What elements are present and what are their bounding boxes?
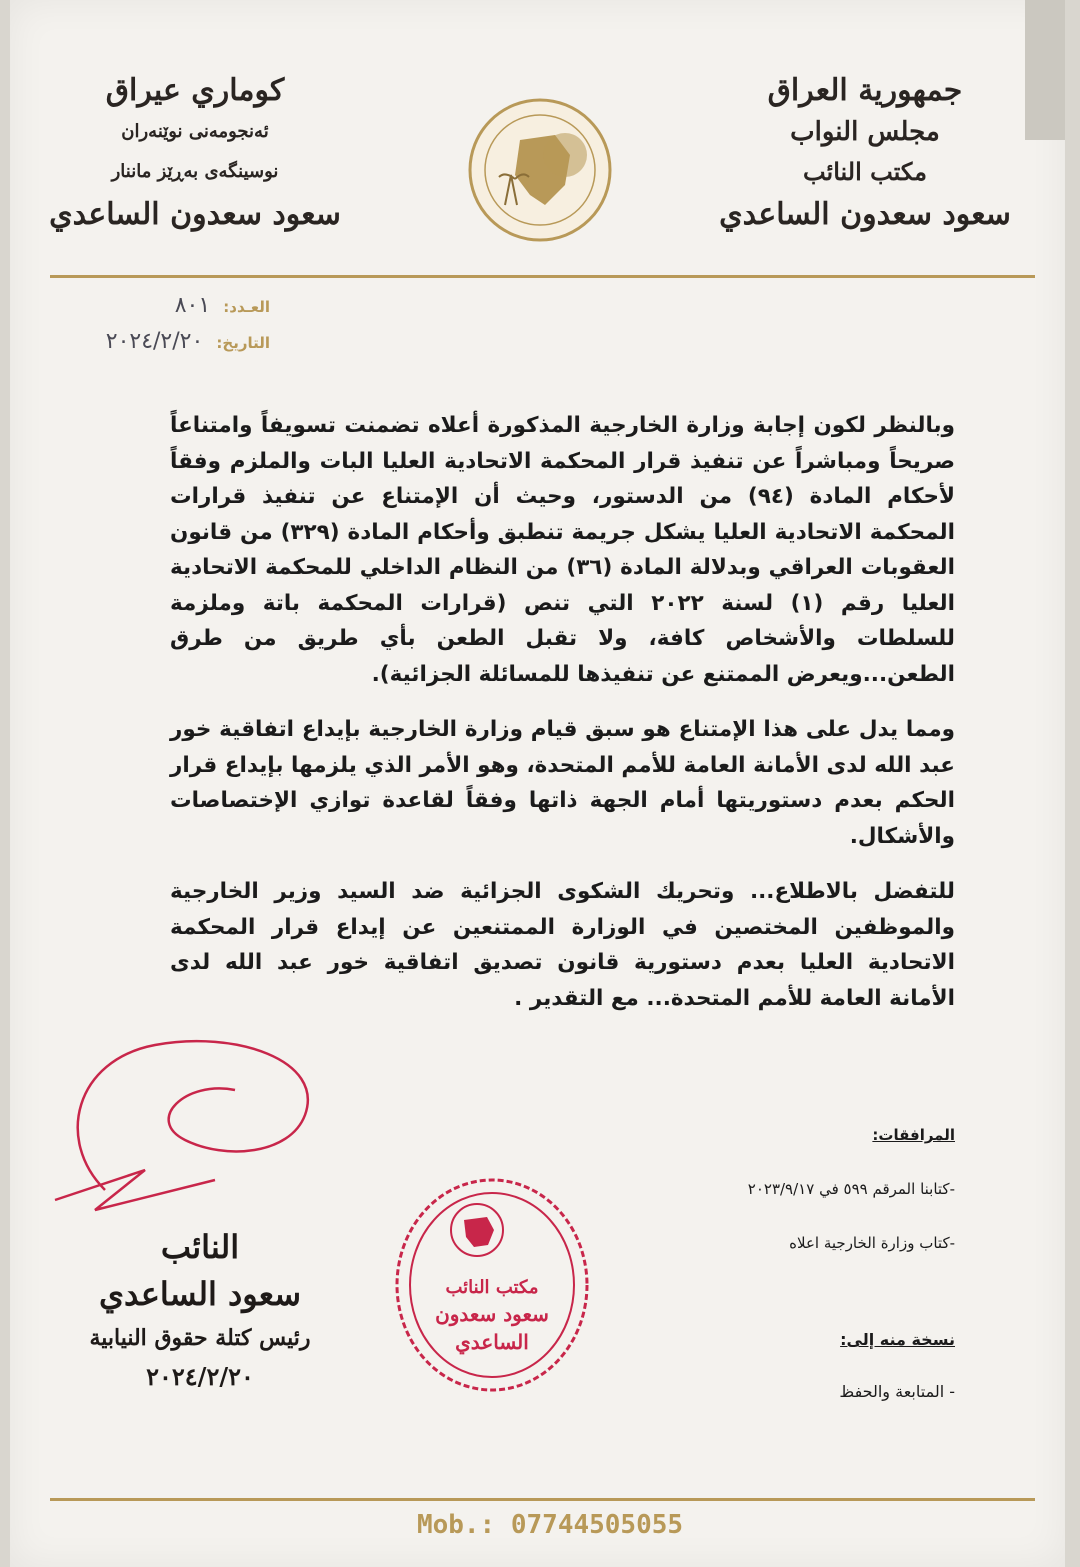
copy-to-section bbox=[570, 1325, 955, 1407]
header-country: جمهورية العراق bbox=[767, 73, 963, 108]
letter-page bbox=[10, 0, 1065, 1567]
letter-body bbox=[170, 408, 955, 1036]
stamp-line3: الساعدي bbox=[455, 1330, 529, 1354]
date-value: ٢٠٢٤/٢/٢٠ bbox=[105, 329, 204, 354]
date-label: التاريخ: bbox=[216, 334, 270, 352]
stamp-line1: مكتب النائب bbox=[445, 1277, 539, 1298]
paragraph-2: ومما يدل على هذا الإمتناع هو سبق قيام وزارة الخارجية بإيداع اتفاقية خور عبد الله لدى الأمانة العامة للأمم المتحدة، وهو الأمر الذي يلزمها بإيداع قرار الحكم بعدم دستوريتها أمام الجهة ذاتها وفقاً لقاعدة توازي الإختصاصات والأشكال. bbox=[170, 717, 955, 849]
footer-divider bbox=[50, 1498, 1035, 1501]
header-office: مكتب النائب bbox=[802, 157, 928, 186]
attachment-item: -كتاب وزارة الخارجية اعلاه bbox=[789, 1234, 955, 1252]
header-kurdish bbox=[35, 70, 355, 238]
handwritten-signature-icon bbox=[35, 1020, 335, 1220]
paragraph-3: للتفضل بالاطلاع... وتحريك الشكوى الجزائية ضد السيد وزير الخارجية والموظفين المختصين في الوزارة الممتنعين عن إيداع قرار المحكمة الاتحادية العليا بعدم دستورية قانون تصديق اتفاقية خور عبد الله لدى الأمانة العامة للأمم المتحدة... مع التقدير . bbox=[170, 879, 955, 1011]
number-value: ٨٠١ bbox=[174, 293, 211, 318]
header-name: سعود سعدون الساعدي bbox=[719, 197, 1011, 232]
header-kurdish-council: ئەنجومەنی نوێنەران bbox=[121, 121, 269, 142]
signature-date: ٢٠٢٤/٢/٢٠ bbox=[146, 1362, 254, 1391]
paragraph-1: وبالنظر لكون إجابة وزارة الخارجية المذكورة أعلاه تضمنت تسويفاً وامتناعاً صريحاً ومباشراً عن تنفيذ قرار المحكمة الاتحادية العليا البات والملزم وفقاً لأحكام المادة (٩٤) من الدستور، وحيث أن الإمتناع عن تنفيذ قرارات المحكمة الاتحادية العليا يشكل جريمة تنطبق وأحكام المادة (٣٢٩) من قانون العقوبات العراقي وبدلالة المادة (٣٦) من النظام الداخلي للمحكمة الاتحادية العليا رقم (١) لسنة ٢٠٢٢ التي تنص (قرارات المحكمة باتة وملزمة للسلطات والأشخاص كافة، ولا تقبل الطعن بأي طريق من طرق الطعن...ويعرض الممتنع عن تنفيذها للمسائلة الجزائية). bbox=[170, 413, 955, 687]
header-arabic bbox=[705, 70, 1025, 238]
signature-title: النائب bbox=[160, 1228, 240, 1266]
signature-position: رئيس كتلة حقوق النيابية bbox=[89, 1325, 311, 1351]
attachments-title: المرافقات: bbox=[872, 1126, 955, 1144]
reference-block bbox=[80, 288, 270, 360]
stamp-line2: سعود سعدون bbox=[435, 1302, 549, 1326]
signature-block bbox=[50, 1225, 350, 1397]
header-kurdish-country: كوماري عيراق bbox=[105, 73, 285, 108]
header-divider bbox=[50, 275, 1035, 278]
paper-fold bbox=[1025, 0, 1065, 140]
attachment-item: -كتابنا المرقم ٥٩٩ في ٢٠٢٣/٩/١٧ bbox=[747, 1180, 955, 1198]
attachments-section bbox=[570, 1120, 955, 1258]
parliament-emblem-icon bbox=[465, 95, 615, 245]
header-kurdish-name: سعود سعدون الساعدي bbox=[49, 197, 341, 232]
header-kurdish-office: نوسینگەی بەڕێز ماننار bbox=[111, 161, 279, 182]
header-council: مجلس النواب bbox=[790, 117, 940, 147]
footer-mobile: Mob.: 07744505055 bbox=[416, 1510, 684, 1540]
copy-to-title: نسخة منه إلى: bbox=[840, 1330, 955, 1349]
copy-to-item: - المتابعة والحفظ bbox=[839, 1382, 955, 1401]
signature-name: سعود الساعدي bbox=[98, 1275, 302, 1313]
office-stamp-icon bbox=[392, 1175, 592, 1395]
number-label: العـدد: bbox=[223, 298, 270, 316]
